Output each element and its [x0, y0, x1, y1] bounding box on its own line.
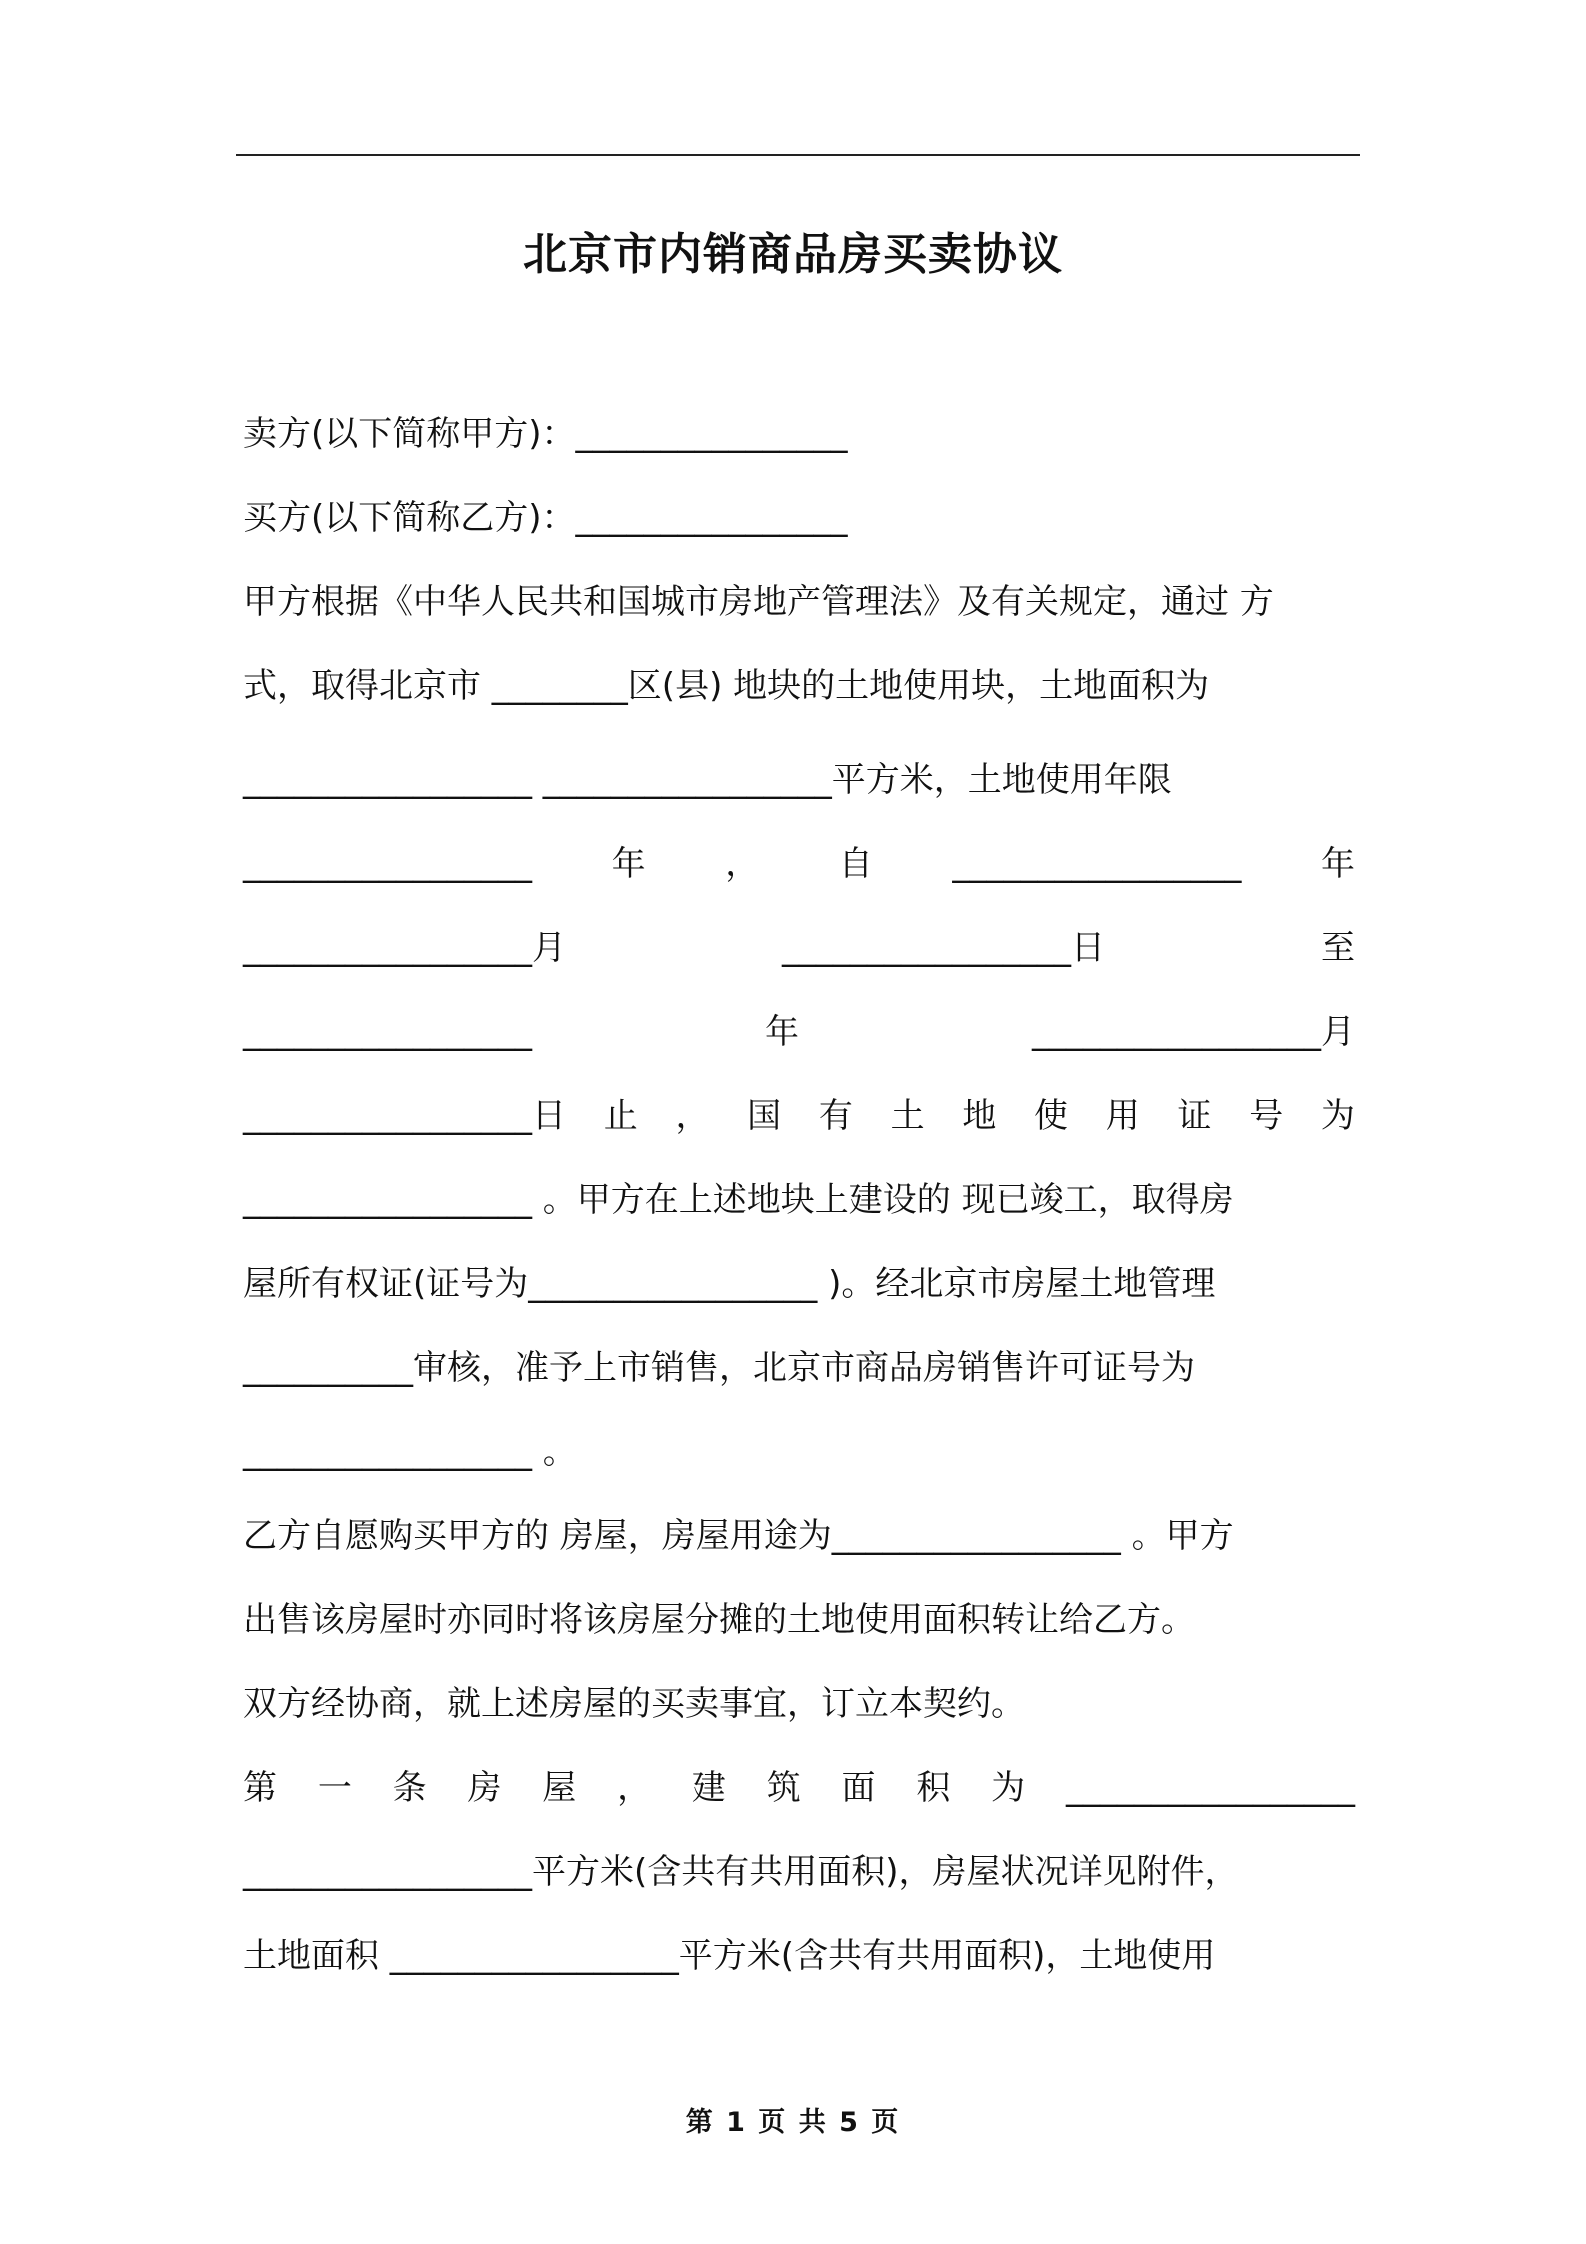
line-segment: _________________ — [1065, 1768, 1355, 1808]
body-line — [243, 664, 1355, 708]
line-segment: 土 — [890, 1096, 925, 1136]
line-segment: 国 — [747, 1096, 782, 1136]
line-segment: _________________日 — [782, 928, 1105, 968]
line-segment: 为 — [1320, 1096, 1355, 1136]
line-segment: _________________日 — [243, 1096, 566, 1136]
line-segment: 土地面积 _________________平方米(含共有共用面积)，土地使用 — [243, 1936, 1216, 1976]
line-segment: 积 — [916, 1768, 951, 1808]
line-segment: 有 — [818, 1096, 853, 1136]
body-line — [243, 842, 1355, 886]
line-segment: 至 — [1321, 928, 1355, 968]
body-line — [243, 1850, 1355, 1894]
line-segment: 屋 — [542, 1768, 577, 1808]
line-segment: 证 — [1177, 1096, 1212, 1136]
body-line — [243, 1766, 1355, 1810]
line-segment: 年 — [611, 844, 646, 884]
line-segment: 年 — [1320, 844, 1355, 884]
line-segment: 卖方(以下简称甲方)：________________ — [243, 414, 848, 454]
line-segment: 屋所有权证(证号为_________________ )。经北京市房屋土地管理 — [243, 1264, 1216, 1304]
line-segment: _________________ — [952, 844, 1242, 884]
body-line — [243, 758, 1355, 802]
line-segment: 乙方自愿购买甲方的 房屋，房屋用途为_________________ 。甲方 — [243, 1516, 1234, 1556]
line-segment: _________________平方米(含共有共用面积)，房屋状况详见附件， — [243, 1852, 1239, 1892]
body-line — [243, 1010, 1355, 1054]
line-segment: 建 — [691, 1768, 726, 1808]
line-segment: _________________月 — [1032, 1012, 1355, 1052]
line-segment: 号 — [1249, 1096, 1284, 1136]
line-segment: 为 — [991, 1768, 1026, 1808]
body-line — [243, 1934, 1355, 1978]
line-segment: 用 — [1105, 1096, 1140, 1136]
line-segment: _________________ 。甲方在上述地块上建设的 现已竣工，取得房 — [243, 1180, 1234, 1220]
header-rule — [236, 154, 1360, 156]
line-segment: _________________ — [243, 1012, 532, 1052]
line-segment: 条 — [392, 1768, 427, 1808]
line-segment: 筑 — [766, 1768, 801, 1808]
body-line — [243, 1178, 1355, 1222]
line-segment: 买方(以下简称乙方)：________________ — [243, 498, 848, 538]
line-segment: 一 — [317, 1768, 352, 1808]
body-line — [243, 1682, 1355, 1726]
body-line — [243, 580, 1355, 624]
line-segment: 年 — [765, 1012, 799, 1052]
line-segment: _________________月 — [243, 928, 566, 968]
document-title: 北京市内销商品房买卖协议 — [523, 229, 1063, 280]
line-segment: ， — [617, 1768, 652, 1808]
line-segment: 自 — [838, 844, 873, 884]
line-segment: 止 — [603, 1096, 638, 1136]
line-segment: _________________ — [243, 844, 532, 884]
line-segment: 使 — [1034, 1096, 1069, 1136]
line-segment: 双方经协商，就上述房屋的买卖事宜，订立本契约。 — [243, 1684, 1025, 1724]
line-segment: 面 — [841, 1768, 876, 1808]
line-segment: __________审核，准予上市销售，北京市商品房销售许可证号为 — [243, 1348, 1195, 1388]
line-segment: _________________ _________________平方米，土地使用年限 — [243, 760, 1172, 800]
page-indicator: 第 1 页 共 5 页 — [685, 2107, 901, 2138]
body-line — [243, 926, 1355, 970]
body-line — [243, 1346, 1355, 1390]
line-segment: 甲方根据《中华人民共和国城市房地产管理法》及有关规定，通过 方 — [243, 582, 1274, 622]
body-line — [243, 1094, 1355, 1138]
body-line — [243, 1430, 1355, 1474]
line-segment: 房 — [467, 1768, 502, 1808]
line-segment: ， — [675, 1096, 710, 1136]
line-segment: ， — [725, 844, 760, 884]
body-line — [243, 496, 1355, 540]
line-segment: 地 — [962, 1096, 997, 1136]
line-segment: 出售该房屋时亦同时将该房屋分摊的土地使用面积转让给乙方。 — [243, 1600, 1195, 1640]
body-line — [243, 1262, 1355, 1306]
line-segment: 式，取得北京市 ________区(县) 地块的土地使用块，土地面积为 — [243, 666, 1210, 706]
line-segment: _________________ 。 — [243, 1432, 577, 1472]
line-segment: 第 — [243, 1768, 277, 1808]
body-line — [243, 1514, 1355, 1558]
body-line — [243, 1598, 1355, 1642]
body-line — [243, 412, 1355, 456]
